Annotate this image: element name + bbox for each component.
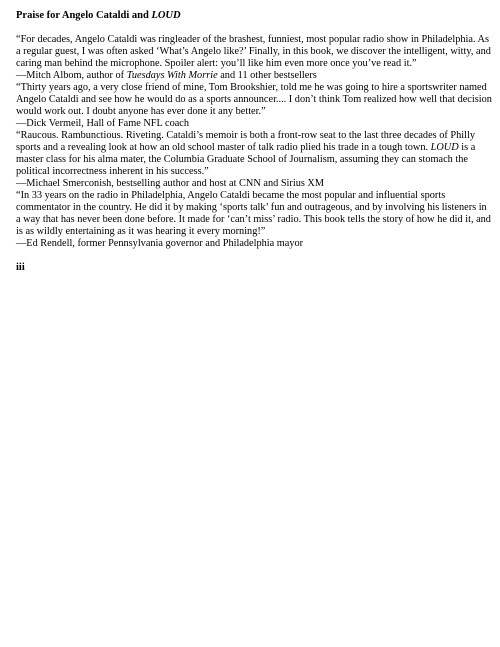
attribution-text: —Mitch Albom, author of: [16, 70, 127, 81]
praise-quote-4: “In 33 years on the radio in Philadelphia, Angelo Cataldi became the most popular and influential sports commentator in the country. He did it by making ‘sports talk’ fun and outrageous, and by involving his listeners in a way that has never been done before. It made for ‘can’t miss’ radio. This book tells the story of how he did it, and is as wildly entertaining as it was hearing it every morning!”: [16, 190, 491, 237]
praise-attribution-1: [16, 70, 492, 82]
praise-attribution-2: —Dick Vermeil, Hall of Fame NFL coach: [16, 118, 190, 129]
attribution-book-title: Tuesdays With Morrie: [126, 70, 218, 81]
section-heading: [16, 9, 492, 22]
quote-text: is a master class for his alma mater, the Columbia Graduate School of Journalism, assuming they can stomach the political incorrectness inherent in his success.”: [16, 142, 476, 177]
praise-quote-3: [16, 130, 492, 178]
praise-attribution-3: —Michael Smerconish, bestselling author and host at CNN and Sirius XM: [16, 178, 325, 189]
quote-text: “Raucous. Rambunctious. Riveting. Cataldi’s memoir is both a front-row seat to the last three decades of Philly sports and a revealing look at how an old school master of talk radio plied his trade in a tough town.: [16, 130, 475, 153]
heading-text: Praise for Angelo Cataldi and: [16, 10, 152, 21]
heading-book-title: LOUD: [151, 10, 181, 21]
attribution-text: and 11 other bestsellers: [217, 70, 317, 81]
praise-attribution-4: —Ed Rendell, former Pennsylvania governor and Philadelphia mayor: [16, 238, 304, 249]
document-page: [16, 9, 492, 274]
page-number: iii: [16, 262, 25, 273]
praise-quote-2: “Thirty years ago, a very close friend of mine, Tom Brookshier, told me he was going to hire a sportswriter named Angelo Cataldi and see how he would do as a sports announcer.... I don’t think Tom realized how well that decision would work out. I doubt anyone has ever done it any better.”: [16, 82, 492, 117]
quote-book-title: LOUD: [430, 142, 459, 153]
praise-quote-1: “For decades, Angelo Cataldi was ringleader of the brashest, funniest, most popular radio show in Philadelphia. As a regular guest, I was often asked ‘What’s Angelo like?’ Finally, in this book, we discover the intelligent, witty, and caring man behind the microphone. Spoiler alert: you’ll like him even more once you’ve read it.”: [16, 34, 491, 69]
